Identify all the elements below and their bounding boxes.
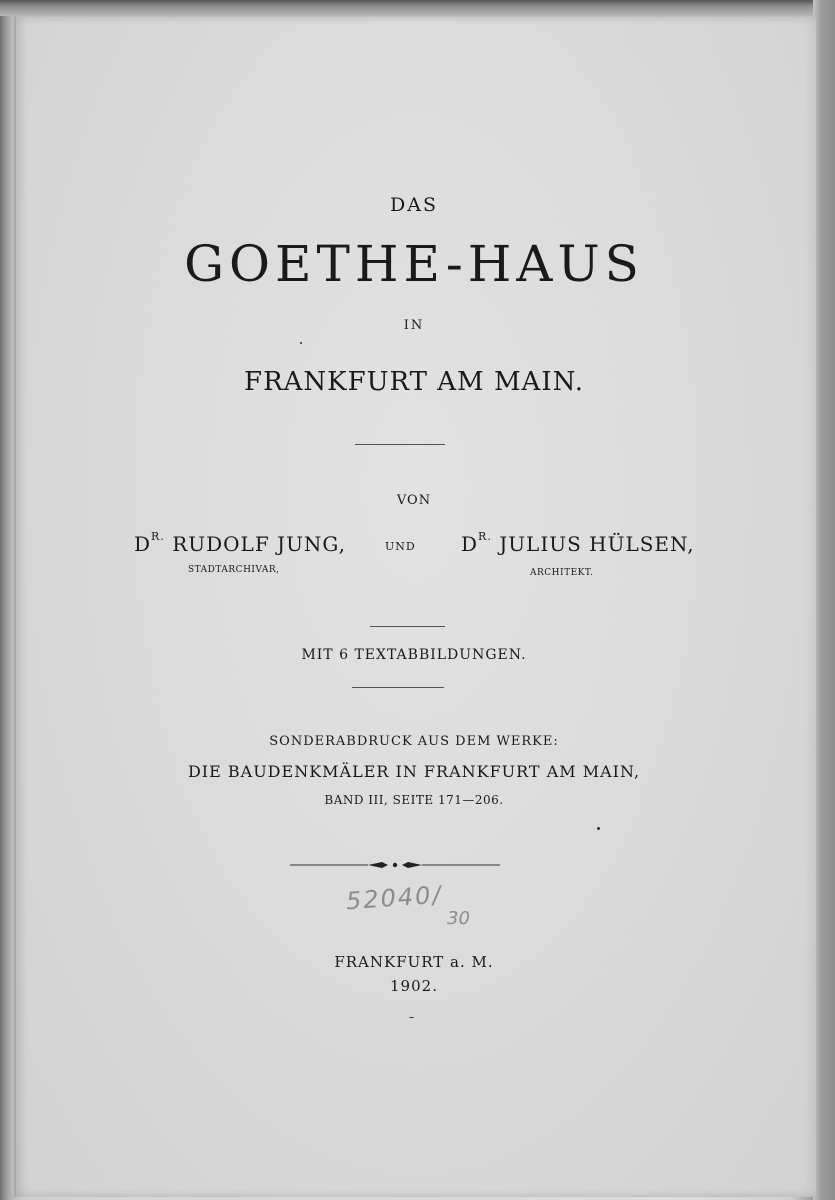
- author-prefix-sup: R.: [151, 530, 165, 543]
- offprint-line-3: BAND III, SEITE 171—206.: [324, 793, 504, 807]
- illustrations-note: MIT 6 TEXTABBILDUNGEN.: [301, 647, 527, 663]
- author-name: JULIUS HÜLSEN,: [499, 532, 695, 556]
- scan-right-edge: [813, 0, 835, 1200]
- title-main: GOETHE-HAUS: [184, 235, 644, 293]
- author-prefix-sup: R.: [478, 530, 492, 543]
- and-word: UND: [385, 540, 416, 553]
- handwritten-shelfmark-sub: 30: [447, 908, 470, 929]
- scan-top-edge: [0, 0, 835, 16]
- author-prefix: D: [134, 532, 152, 556]
- author-name: RUDOLF JUNG,: [172, 532, 347, 556]
- title-in: IN: [403, 318, 425, 333]
- by-line: VON: [396, 493, 432, 508]
- offprint-line-2: DIE BAUDENKMÄLER IN FRANKFURT AM MAIN,: [187, 762, 641, 781]
- author-hulsen: [461, 532, 695, 556]
- speck: [597, 827, 600, 830]
- divider-rule: [370, 626, 445, 627]
- publication-place: FRANKFURT a. M.: [334, 953, 494, 971]
- author-jung-role: STADTARCHIVAR,: [188, 565, 280, 575]
- ornament-rule: [290, 858, 500, 872]
- divider-rule: [352, 687, 444, 688]
- author-jung: [134, 532, 346, 556]
- title-das: DAS: [390, 194, 438, 216]
- offprint-line-1: SONDERABDRUCK AUS DEM WERKE:: [269, 734, 559, 749]
- title-place: FRANKFURT AM MAIN.: [244, 367, 584, 397]
- divider-rule: [355, 444, 445, 445]
- author-hulsen-role: ARCHITEKT.: [530, 568, 594, 578]
- publication-year: 1902.: [390, 977, 438, 995]
- speck: [300, 342, 302, 344]
- speck: [409, 1017, 414, 1018]
- handwritten-shelfmark: 52040/: [345, 880, 444, 916]
- author-prefix: D: [461, 532, 479, 556]
